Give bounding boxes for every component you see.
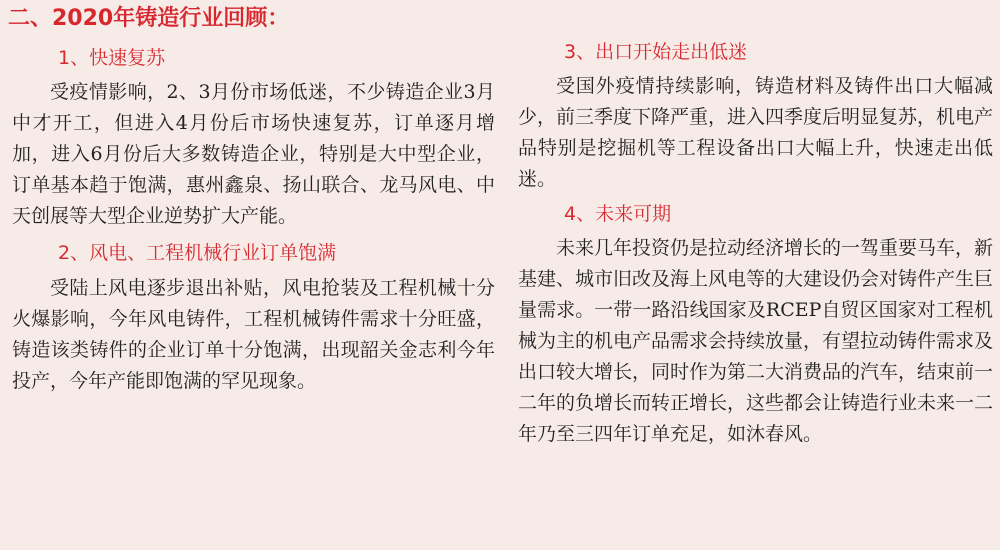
section-body-rapid-recovery: 受疫情影响，2、3月份市场低迷，不少铸造企业3月中才开工，但进入4月份后市场快速复苏，订单逐月增加，进入6月份后大多数铸造企业，特别是大中型企业，订单基本趋于饱满，惠州鑫泉、扬山联合、龙马风电、中天创展等大型企业逆势扩大产能。 — [12, 81, 495, 227]
section-body-export-recovery: 受国外疫情持续影响，铸造材料及铸件出口大幅减少，前三季度下降严重，进入四季度后明显复苏，机电产品特别是挖掘机等工程设备出口大幅上升，快速走出低迷。 — [518, 75, 994, 190]
section-heading-wind-power-orders: 2、风电、工程机械行业订单饱满 — [58, 242, 337, 264]
page-title: 二、2020年铸造行业回顾： — [8, 6, 290, 31]
section-body-future-outlook: 未来几年投资仍是拉动经济增长的一驾重要马车，新基建、城市旧改及海上风电等的大建设仍会对铸件产生巨量需求。一带一路沿线国家及RCEP自贸区国家对工程机械为主的机电产品需求会持续放量，有望拉动铸件需求及出口较大增长，同时作为第二大消费品的汽车，结束前一二年的负增长而转正增长，这些都会让铸造行业未来一二年乃至三四年订单充足，如沐春风。 — [518, 237, 994, 445]
section-heading-export-recovery: 3、出口开始走出低迷 — [564, 41, 748, 63]
section-body-wind-power-orders: 受陆上风电逐步退出补贴，风电抢装及工程机械十分火爆影响，今年风电铸件，工程机械铸件需求十分旺盛，铸造该类铸件的企业订单十分饱满，出现韶关金志利今年投产，今年产能即饱满的罕见现象。 — [12, 277, 495, 392]
left-column — [12, 40, 495, 397]
right-column — [518, 40, 993, 450]
section-heading-future-outlook: 4、未来可期 — [564, 203, 672, 225]
section-heading-rapid-recovery: 1、快速复苏 — [58, 47, 166, 69]
